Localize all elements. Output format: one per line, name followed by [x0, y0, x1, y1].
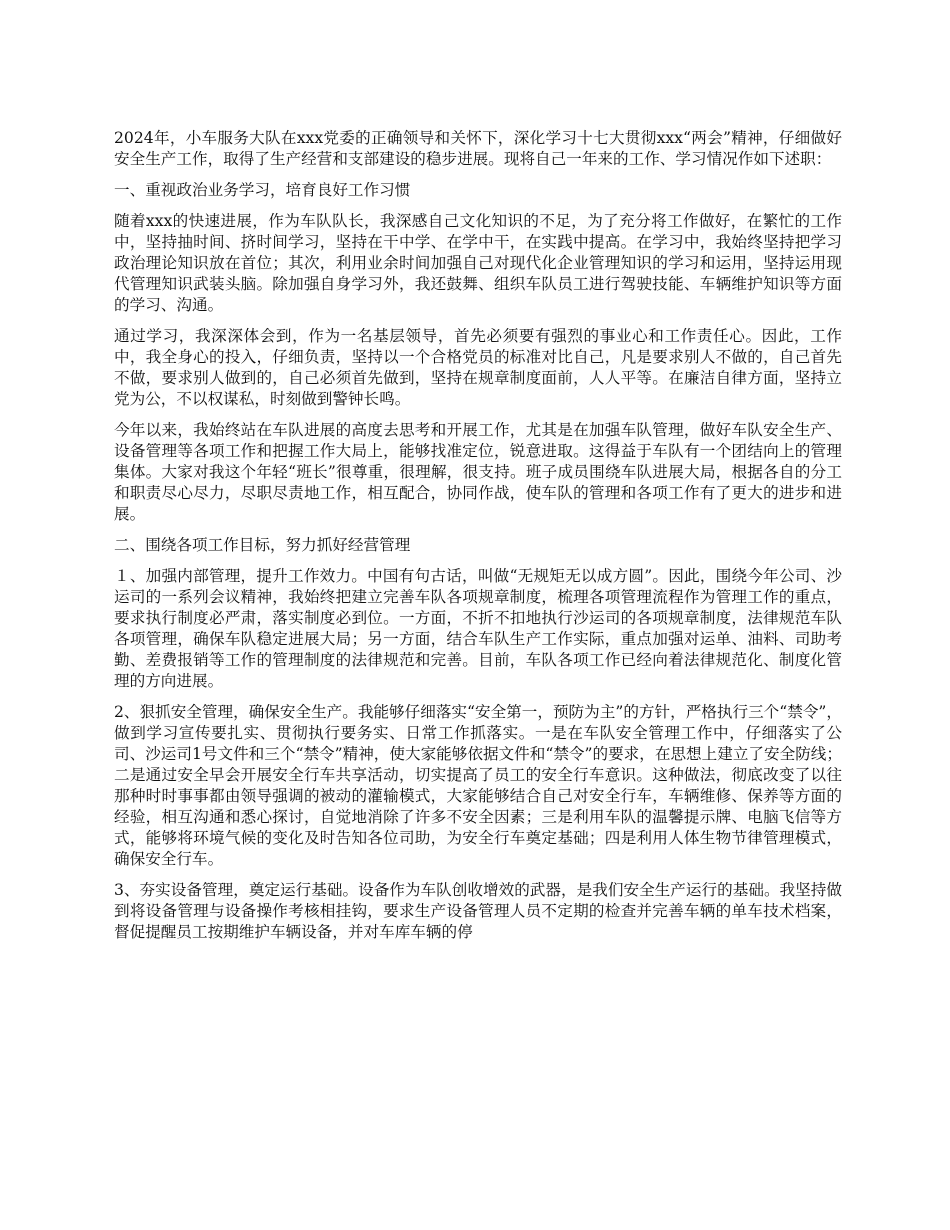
item-paragraph-2: 2、狠抓安全管理，确保安全生产。我能够仔细落实“安全第一，预防为主”的方针，严格执行三个“禁令”，做到学习宣传要扎实、贯彻执行要务实、日常工作抓落实。一是在车队安全管理工作中，仔细落实了公司、沙运司1号文件和三个“禁令”精神，使大家能够依据文件和“禁令”的要求，在思想上建立了安全防线；二是通过安全早会开展安全行车共享活动，切实提高了员工的安全行车意识。这种做法，彻底改变了以往那种时时事事都由领导强调的被动的灌输模式，大家能够结合自己对安全行车，车辆维修、保养等方面的经验，相互沟通和悉心探讨，自觉地消除了许多不安全因素；三是利用车队的温馨提示牌、电脑飞信等方式，能够将环境气候的变化及时告知各位司助，为安全行车奠定基础；四是利用人体生物节律管理模式，确保安全行车。: [114, 703, 842, 868]
item-paragraph-3: 3、夯实设备管理，奠定运行基础。设备作为车队创收增效的武器，是我们安全生产运行的基础。我坚持做到将设备管理与设备操作考核相挂钩，要求生产设备管理人员不定期的检查并完善车辆的单车技术档案，督促提醒员工按期维护车辆设备，并对车库车辆的停: [114, 881, 842, 941]
body-paragraph: 随着xxx的快速进展，作为车队队长，我深感自己文化知识的不足，为了充分将工作做好，在繁忙的工作中，坚持抽时间、挤时间学习，坚持在干中学、在学中干，在实践中提高。在学习中，我始终坚持把学习政治理论知识放在首位；其次，利用业余时间加强自己对现代化企业管理知识的学习和运用，坚持运用现代管理知识武装头脑。除加强自身学习外，我还鼓舞、组织车队员工进行驾驶技能、车辆维护知识等方面的学习、沟通。: [114, 212, 842, 314]
body-paragraph: 今年以来，我始终站在车队进展的高度去思考和开展工作，尤其是在加强车队管理，做好车队安全生产、设备管理等各项工作和把握工作大局上，能够找准定位，锐意进取。这得益于车队有一个团结向上的管理集体。大家对我这个年轻“班长”很尊重，很理解，很支持。班子成员围绕车队进展大局，根据各自的分工和职责尽心尽力，尽职尽责地工作，相互配合，协同作战，使车队的管理和各项工作有了更大的进步和进展。: [114, 421, 842, 523]
document-page: [114, 128, 842, 953]
section-heading-1: 一、重视政治业务学习，培育良好工作习惯: [114, 181, 411, 199]
section-heading-2: 二、围绕各项工作目标，努力抓好经营管理: [114, 536, 411, 554]
intro-paragraph: 2024年，小车服务大队在xxx党委的正确领导和关怀下，深化学习十七大贯彻xxx“两会”精神，仔细做好安全生产工作，取得了生产经营和支部建设的稳步进展。现将自己一年来的工作、学习情况作如下述职：: [114, 129, 842, 168]
body-paragraph: 通过学习，我深深体会到，作为一名基层领导，首先必须要有强烈的事业心和工作责任心。因此，工作中，我全身心的投入，仔细负责，坚持以一个合格党员的标准对比自己，凡是要求别人不做的，自己首先不做，要求别人做到的，自己必须首先做到，坚持在规章制度面前，人人平等。在廉洁自律方面，坚持立党为公，不以权谋私，时刻做到警钟长鸣。: [114, 327, 842, 408]
item-paragraph-1: １、加强内部管理，提升工作效力。中国有句古话，叫做“无规矩无以成方圆”。因此，围绕今年公司、沙运司的一系列会议精神，我始终把建立完善车队各项规章制度，梳理各项管理流程作为管理工作的重点，要求执行制度必严肃，落实制度必到位。一方面，不折不扣地执行沙运司的各项规章制度，法律规范车队各项管理，确保车队稳定进展大局；另一方面，结合车队生产工作实际，重点加强对运单、油料、司助考勤、差费报销等工作的管理制度的法律规范和完善。目前，车队各项工作已经向着法律规范化、制度化管理的方向进展。: [114, 567, 842, 690]
